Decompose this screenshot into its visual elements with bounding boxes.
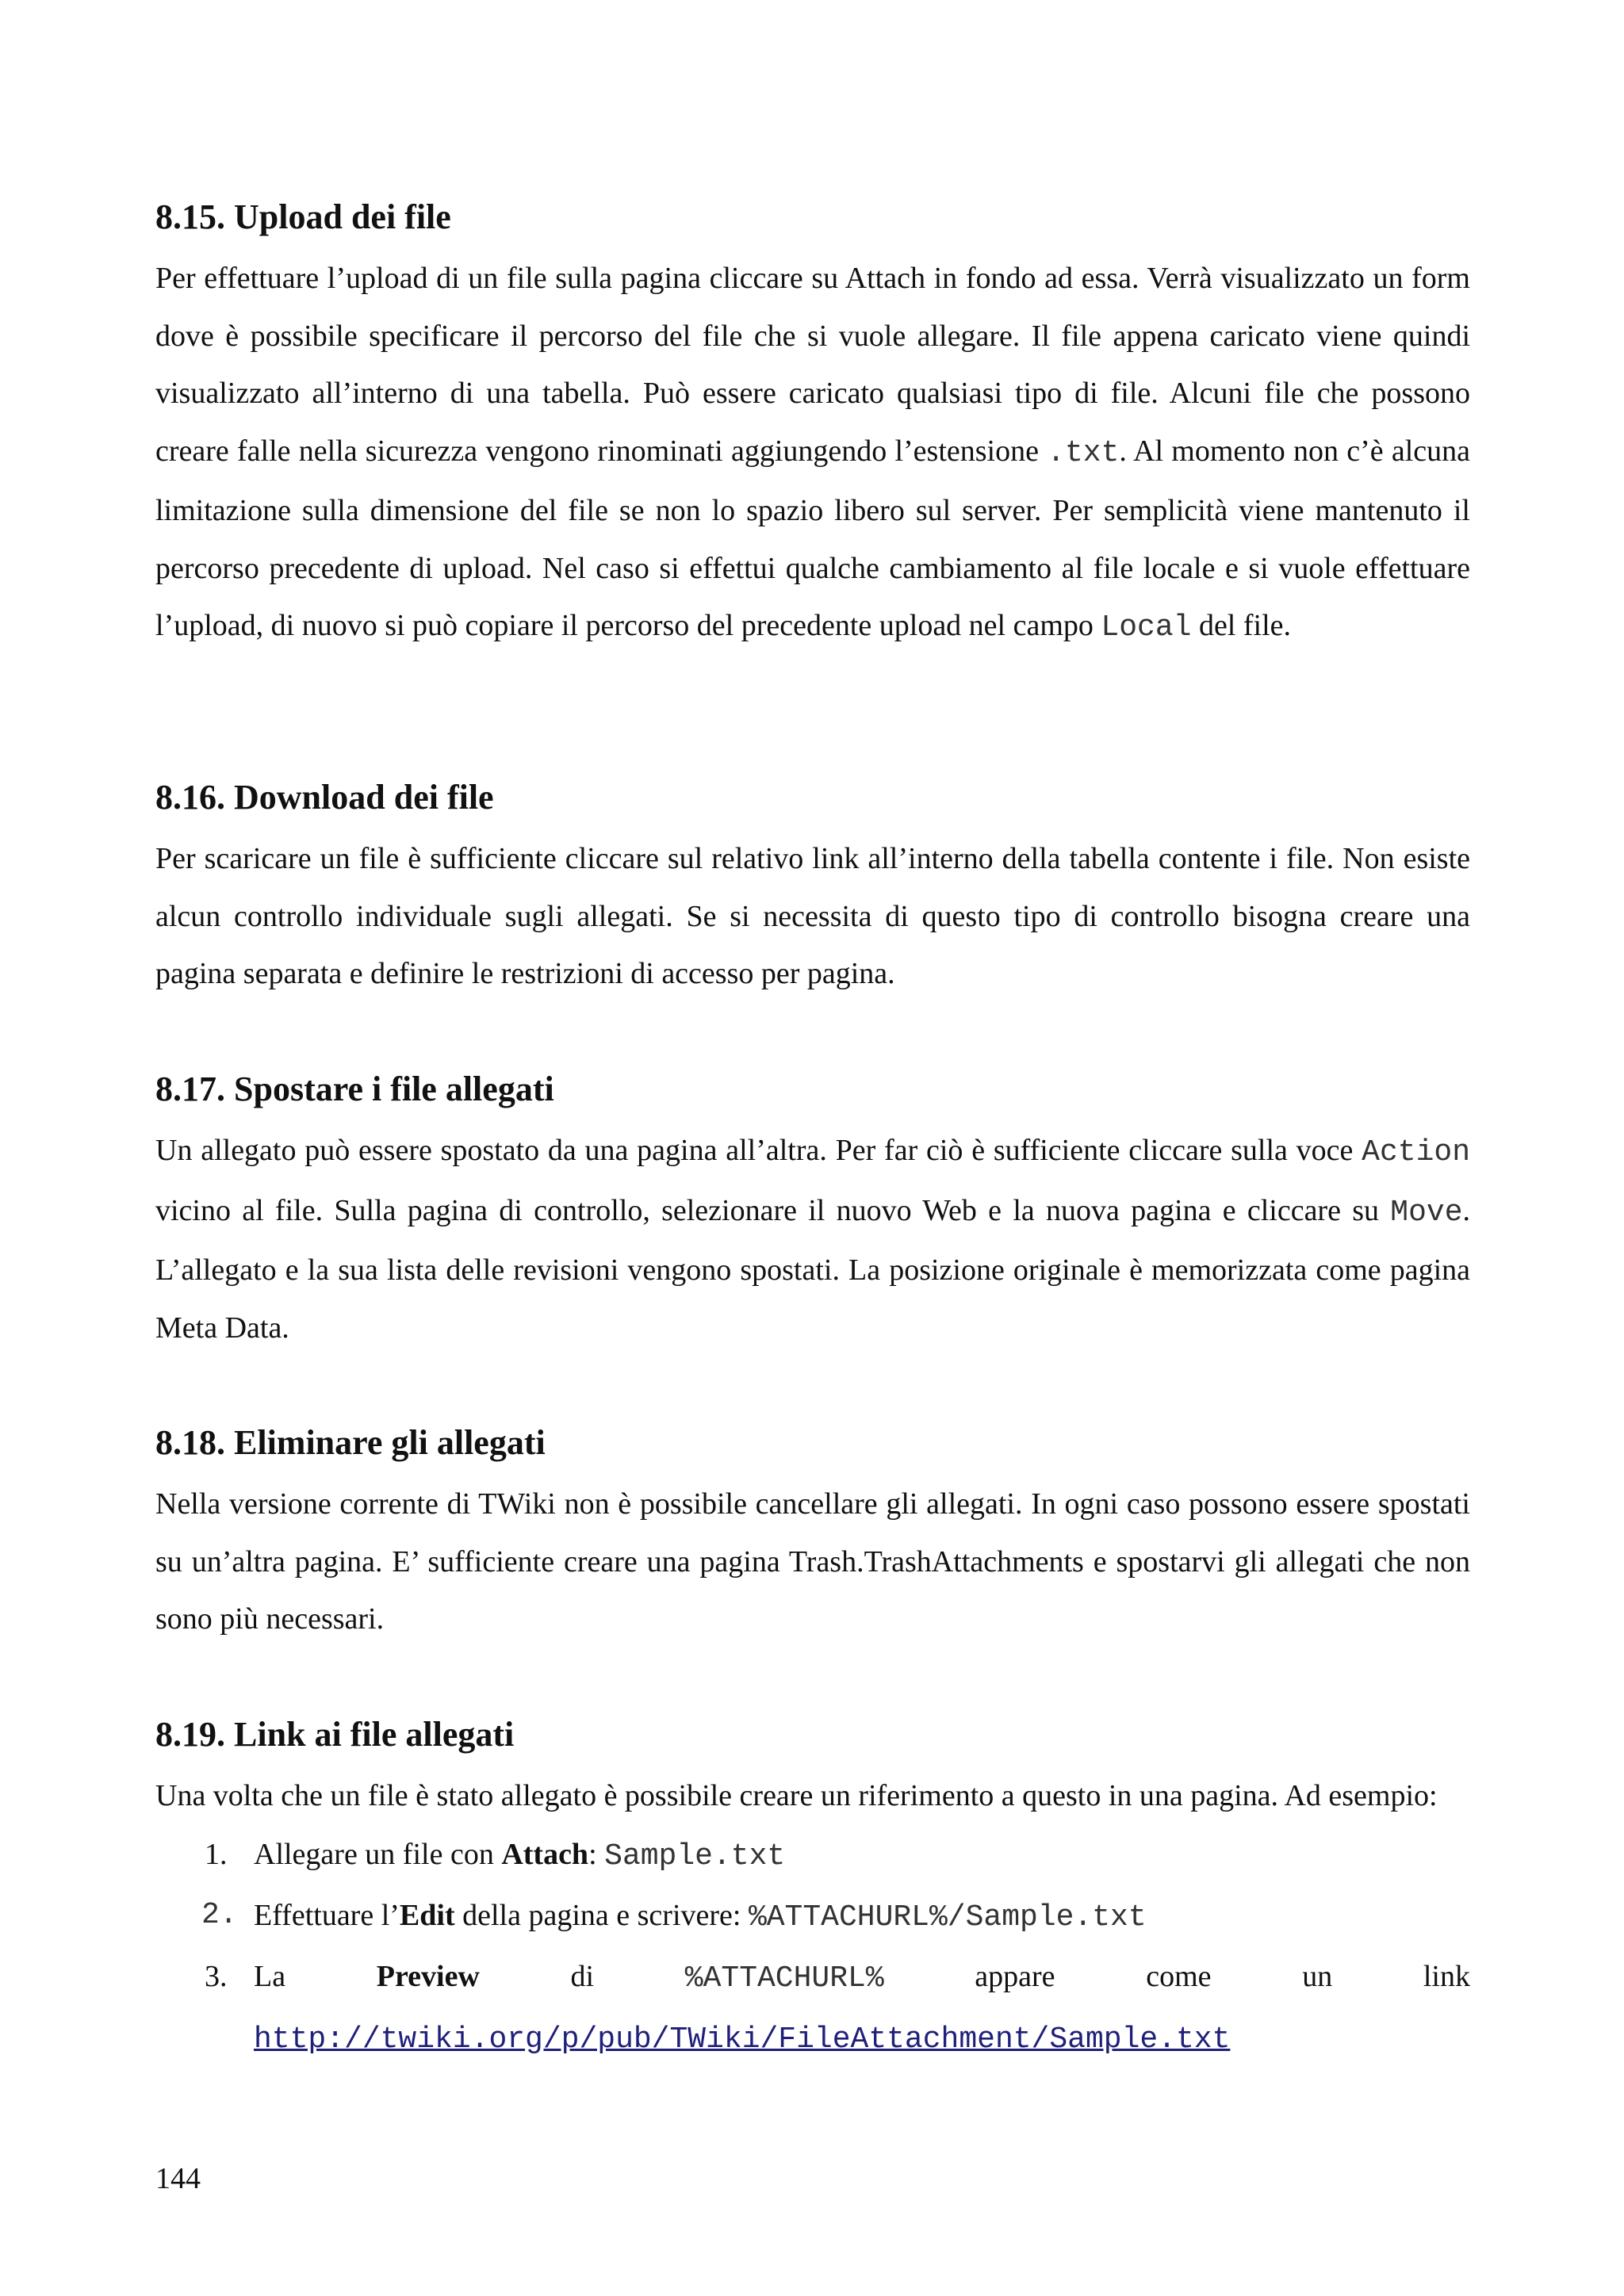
section-link — [155, 1711, 1470, 2069]
code-action: Action — [1362, 1135, 1470, 1169]
list-number: 1. — [205, 1837, 228, 1871]
section-title: 8.16. Download dei file — [155, 778, 494, 817]
list-number: 3. — [205, 1959, 228, 1993]
section-title: 8.15. Upload dei file — [155, 197, 451, 236]
section-body: Nella versione corrente di TWiki non è possibile cancellare gli allegati. In ogni caso possono essere spostati su un’altra pagina. E’ sufficiente creare una pagina Trash.TrashAttachments e spostarvi gli allegati che non sono più necessari. — [155, 1487, 1470, 1636]
list-item-line: La Preview di %ATTACHURL% appare come un link — [254, 1947, 1470, 2008]
list-item — [155, 1947, 1470, 2069]
section-body: Un allegato può essere spostato da una pagina all’altra. Per far ciò è sufficiente cliccare sulla voce Action vicino al file. Sulla pagina di controllo, selezionare il nuovo Web e la nuova pagina e cliccare su Move. L’allegato e la sua lista delle revisioni vengono spostati. La posizione originale è memorizzata come pagina Meta Data. — [155, 1134, 1471, 1345]
page-number: 144 — [155, 2162, 201, 2195]
code-sample: Sample.txt — [604, 1839, 786, 1873]
code-move: Move — [1390, 1195, 1463, 1230]
section-title: 8.18. Eliminare gli allegati — [155, 1423, 546, 1462]
section-upload — [155, 193, 1470, 657]
list-item: 2. Effettuare l’Edit della pagina e scrivere: %ATTACHURL%/Sample.txt — [155, 1886, 1470, 1947]
section-body: Una volta che un file è stato allegato è possibile creare un riferimento a questo in una pagina. Ad esempio: — [155, 1779, 1438, 1812]
code-attachurl-sample: %ATTACHURL%/Sample.txt — [748, 1900, 1147, 1934]
list-item: 1. Allegare un file con Attach: Sample.txt — [155, 1825, 1470, 1886]
section-move — [155, 1066, 1470, 1357]
section-body: Per effettuare l’upload di un file sulla pagina cliccare su Attach in fondo ad essa. Verrà visualizzato un form dove è possibile specificare il percorso del file che si vuole allegare. Il file appena caricato viene quindi visualizzato all’interno di una tabella. Può essere caricato qualsiasi tipo di file. Alcuni file che possono creare falle nella sicurezza vengono rinominati aggiungendo l’estensione .txt. Al momento non c’è alcuna limitazione sulla dimensione del file se non lo spazio libero sul server. Per semplicità viene mantenuto il percorso precedente di upload. Nel caso si effettui qualche cambiamento al file locale e si vuole effettuare l’upload, di nuovo si può copiare il percorso del precedente upload nel campo Local del file. — [155, 262, 1471, 645]
section-title: 8.17. Spostare i file allegati — [155, 1070, 554, 1108]
section-body: Per scaricare un file è sufficiente cliccare sul relativo link all’interno della tabella contente i file. Non esiste alcun controllo individuale sugli allegati. Se si necessita di questo tipo di controllo bisogna creare una pagina separata e definire le restrizioni di accesso per pagina. — [155, 842, 1470, 990]
code-txt: .txt — [1047, 435, 1120, 470]
code-local: Local — [1101, 610, 1192, 645]
list-number: 2. — [201, 1897, 238, 1932]
section-delete — [155, 1419, 1470, 1648]
attachment-link[interactable]: http://twiki.org/p/pub/TWiki/FileAttachment/Sample.txt — [254, 2022, 1231, 2057]
section-download — [155, 774, 1470, 1003]
code-attachurl: %ATTACHURL% — [684, 1961, 884, 1996]
steps-list — [155, 1825, 1470, 2069]
section-title: 8.19. Link ai file allegati — [155, 1715, 515, 1754]
